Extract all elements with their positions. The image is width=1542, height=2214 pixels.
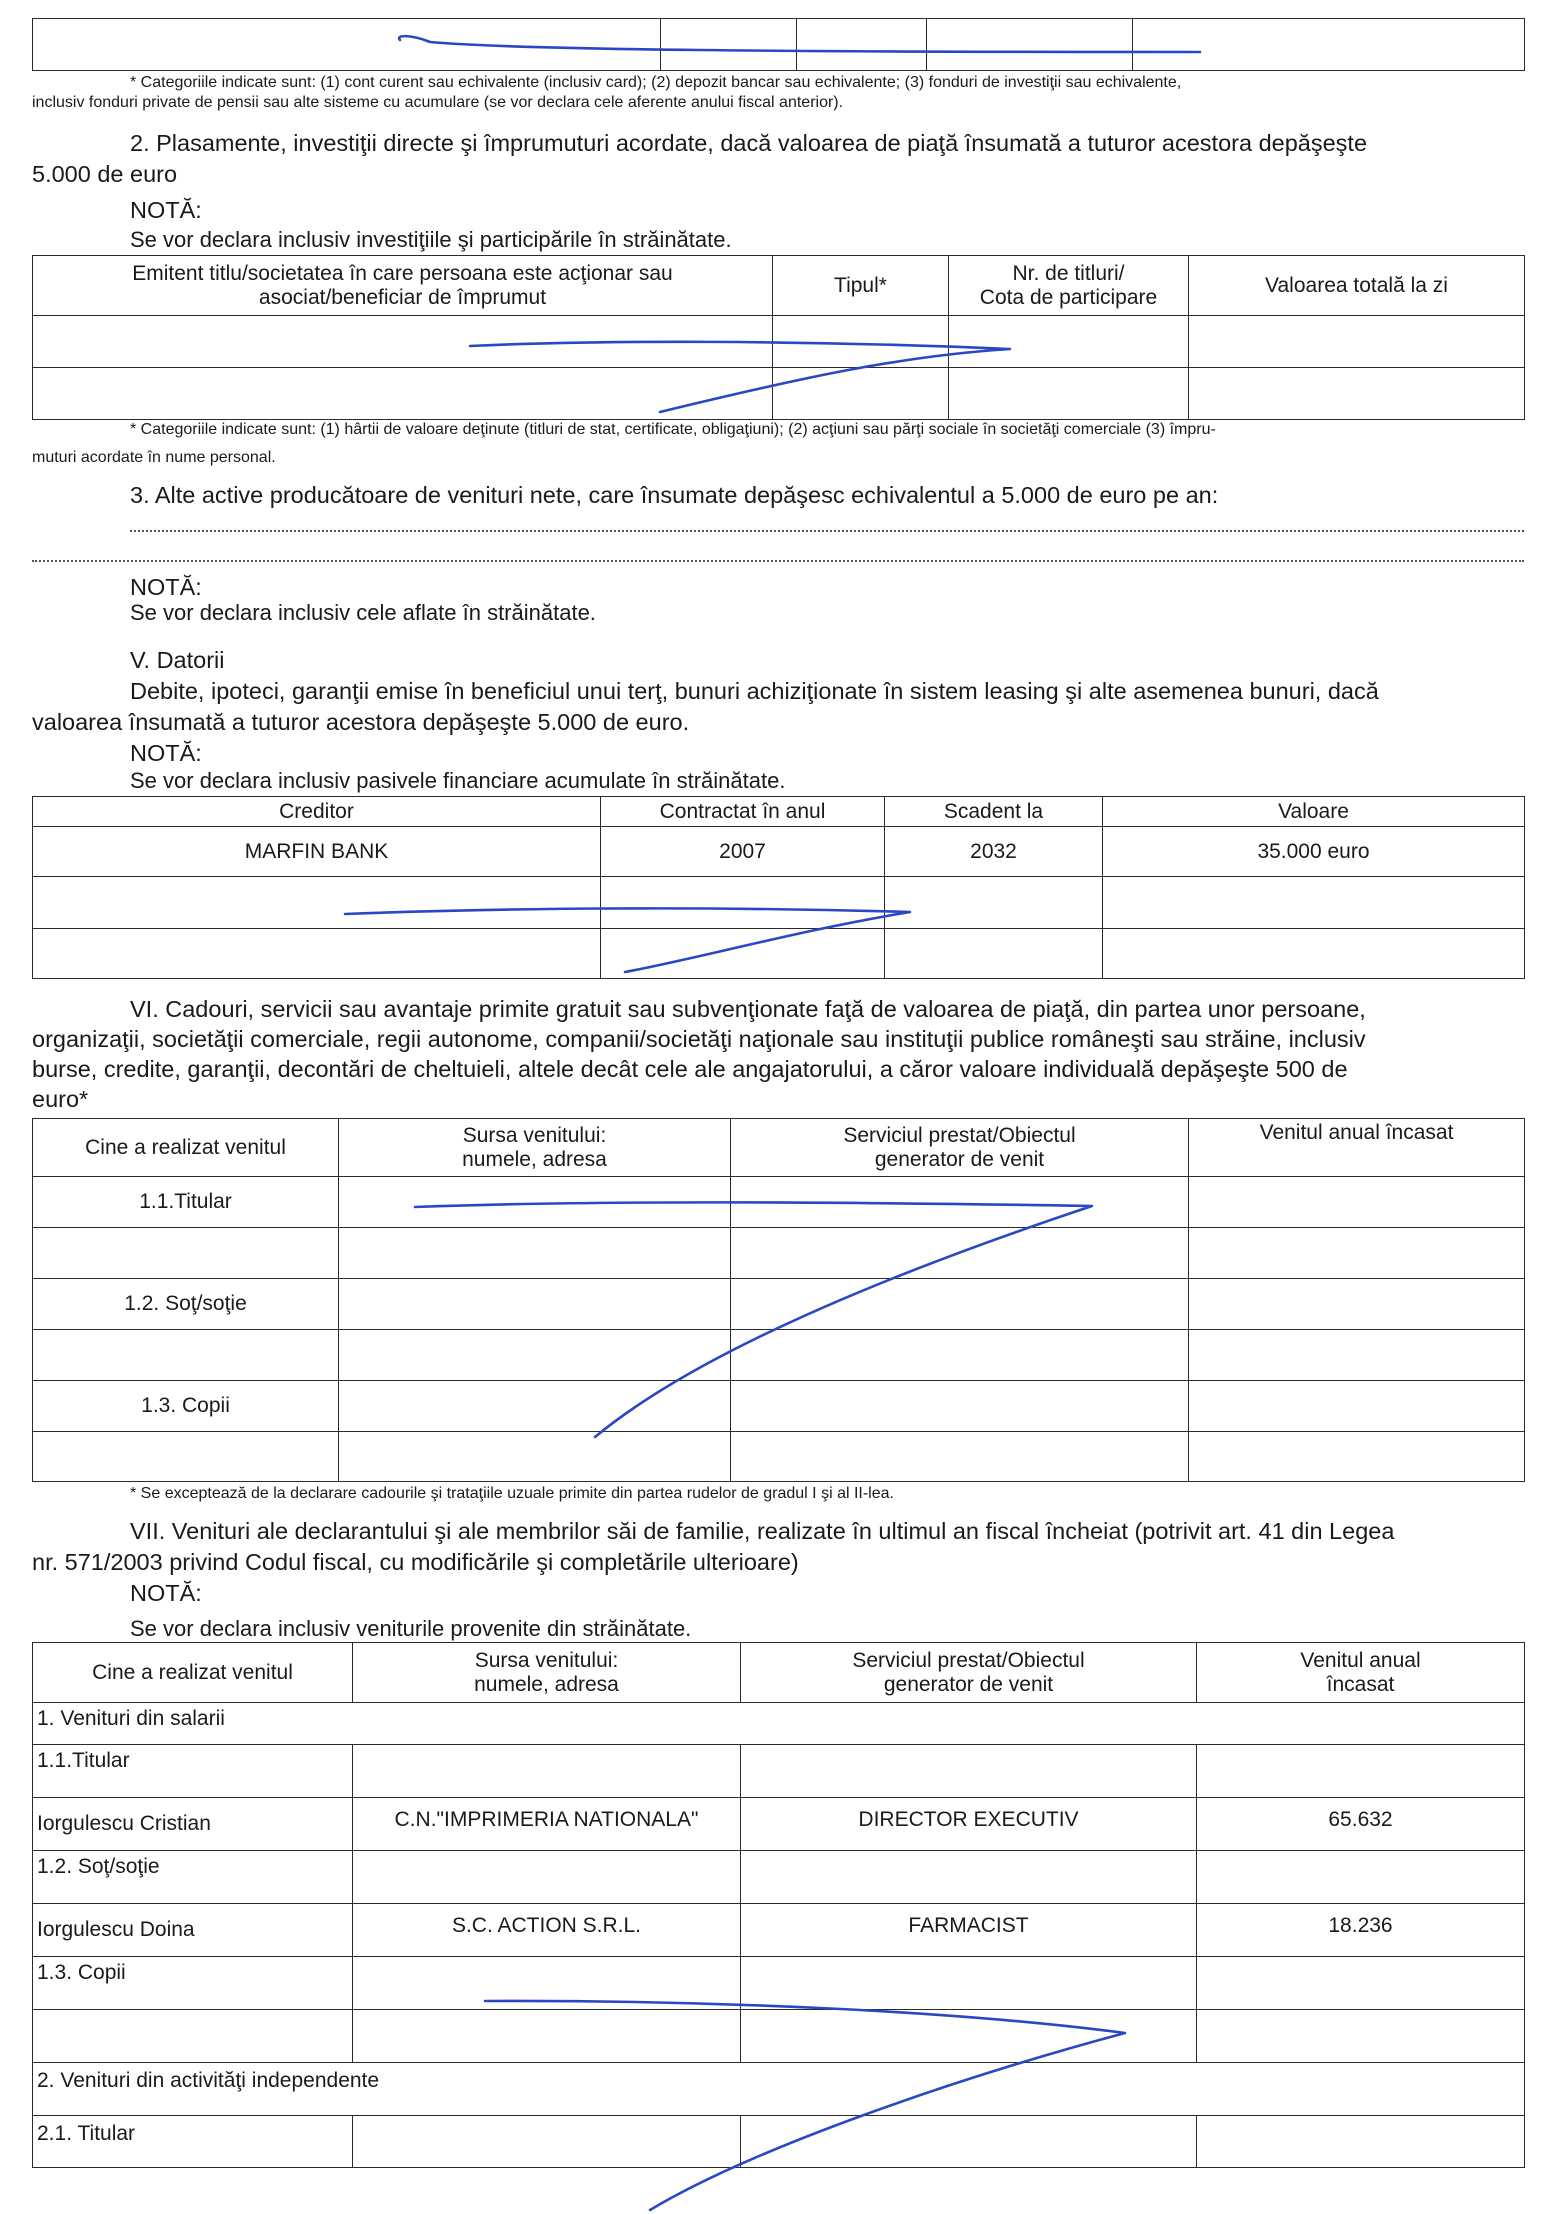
note-label: NOTĂ: [130,197,202,223]
table-row [33,2010,1525,2063]
investments-table [32,255,1525,420]
table-row: 1.1.Titular [33,1177,1525,1228]
section-text: VI. Cadouri, servicii sau avantaje primite gratuit sau subvenţionate faţă de valoarea de piaţă, din partea unor persoane, [130,996,1366,1022]
section-text: VII. Venituri ale declarantului şi ale membrilor săi de familie, realizate în ultimul an fiscal încheiat (potrivit art. 41 din Legea [130,1518,1395,1544]
table-cell: 35.000 euro [1103,827,1525,877]
table-row [33,929,1525,979]
note-label: NOTĂ: [130,574,202,600]
section-text: euro* [32,1086,89,1112]
column-header: Venitul anual încasat [1197,1643,1525,1703]
footnote: * Categoriile indicate sunt: (1) hârtii de valoare deţinute (titluri de stat, certificate, obligaţiuni); (2) acţiuni sau părţi sociale în societăţi comerciale (3) împru- [130,421,1216,438]
section-text: organizaţii, societăţii comerciale, regii autonome, companii/societăţi naţionale sau instituţii publice româneşti sau străine, inclusiv [32,1026,1366,1052]
dotted-line [130,530,1524,532]
table-row: 1.1.Titular [33,1745,1525,1798]
section-text: burse, credite, garanţii, decontări de cheltuieli, altele decât cele ale angajatorului, a căror valoare individuală depăşeşte 500 de [32,1056,1348,1082]
table-row: 1.2. Soţ/soţie [33,1279,1525,1330]
table-cell [33,19,661,71]
note-text: Se vor declara inclusiv pasivele financiare acumulate în străinătate. [130,768,786,793]
debts-table [32,796,1525,979]
column-header: Creditor [33,797,601,827]
section-text: nr. 571/2003 privind Codul fiscal, cu modificările şi completările ulterioare) [32,1549,799,1575]
table-row: 1.3. Copii [33,1381,1525,1432]
note-label: NOTĂ: [130,1580,202,1606]
table-row [33,368,1525,420]
table-cell [927,19,1133,71]
table-cell [797,19,927,71]
note-label: NOTĂ: [130,740,202,766]
column-header: Contractat în anul [601,797,885,827]
column-header: Emitent titlu/societatea în care persoana este acţionar sau asociat/beneficiar de împrumut [33,256,773,316]
section-text: Debite, ipoteci, garanţii emise în beneficiul unui terţ, bunuri achiziţionate în sistem leasing şi alte asemenea bunuri, dacă [130,678,1379,704]
column-header: Scadent la [885,797,1103,827]
table-cell [1133,19,1525,71]
column-header: Nr. de titluri/ Cota de participare [949,256,1189,316]
section-text: valoarea însumată a tuturor acestora depăşeşte 5.000 de euro. [32,709,690,735]
column-header: Tipul* [773,256,949,316]
footnote: * Categoriile indicate sunt: (1) cont curent sau echivalente (inclusiv card); (2) depozit bancar sau echivalente; (3) fonduri de investiţii sau echivalente, [130,74,1182,91]
column-header: Sursa venitului: numele, adresa [353,1643,741,1703]
column-header: Cine a realizat venitul [33,1643,353,1703]
table-row [33,827,1525,877]
column-header: Venitul anual încasat [1189,1119,1525,1177]
footnote: muturi acordate în nume personal. [32,449,276,466]
table-row: 2.1. Titular [33,2116,1525,2168]
table-cell: MARFIN BANK [33,827,601,877]
table-row [33,1228,1525,1279]
table-row: 1.2. Soţ/soţie [33,1851,1525,1904]
table-row [33,877,1525,929]
table-cell: 2032 [885,827,1103,877]
table-row: Iorgulescu Doina S.C. ACTION S.R.L. FARMACIST 18.236 [33,1904,1525,1957]
table-row [33,316,1525,368]
column-header: Cine a realizat venitul [33,1119,339,1177]
table-row [33,1432,1525,1482]
table-cell: 2007 [601,827,885,877]
table-row: Iorgulescu Cristian C.N."IMPRIMERIA NATIONALA" DIRECTOR EXECUTIV 65.632 [33,1798,1525,1851]
table-row [33,1330,1525,1381]
section-heading: 2. Plasamente, investiţii directe şi împrumuturi acordate, dacă valoarea de piaţă însumată a tuturor acestora depăşeşte [130,130,1368,156]
section-heading: 3. Alte active producătoare de venituri nete, care însumate depăşesc echivalentul a 5.000 de euro pe an: [130,482,1219,508]
column-header: Sursa venitului: numele, adresa [339,1119,731,1177]
footnote: * Se exceptează de la declarare cadourile şi trataţiile uzuale primite din partea rudelor de gradul I şi al II-lea. [130,1485,894,1502]
note-text: Se vor declara inclusiv veniturile provenite din străinătate. [130,1616,692,1641]
gifts-table [32,1118,1525,1482]
table-cell [661,19,797,71]
top-table-remnant [32,18,1525,71]
table-row: 2. Venituri din activităţi independente [33,2063,1525,2116]
section-heading: 5.000 de euro [32,161,178,187]
footnote: inclusiv fonduri private de pensii sau alte sisteme cu acumulare (se vor declara cele aferente anului fiscal anterior). [32,94,844,111]
column-header: Valoare [1103,797,1525,827]
note-text: Se vor declara inclusiv investiţiile şi participările în străinătate. [130,227,732,252]
table-row: 1.3. Copii [33,1957,1525,2010]
column-header: Serviciul prestat/Obiectul generator de venit [731,1119,1189,1177]
section-title: V. Datorii [130,647,225,673]
income-table [32,1642,1525,2168]
dotted-line [32,560,1524,562]
column-header: Serviciul prestat/Obiectul generator de venit [741,1643,1197,1703]
column-header: Valoarea totală la zi [1189,256,1525,316]
note-text: Se vor declara inclusiv cele aflate în străinătate. [130,600,596,625]
table-row: 1. Venituri din salarii [33,1703,1525,1745]
